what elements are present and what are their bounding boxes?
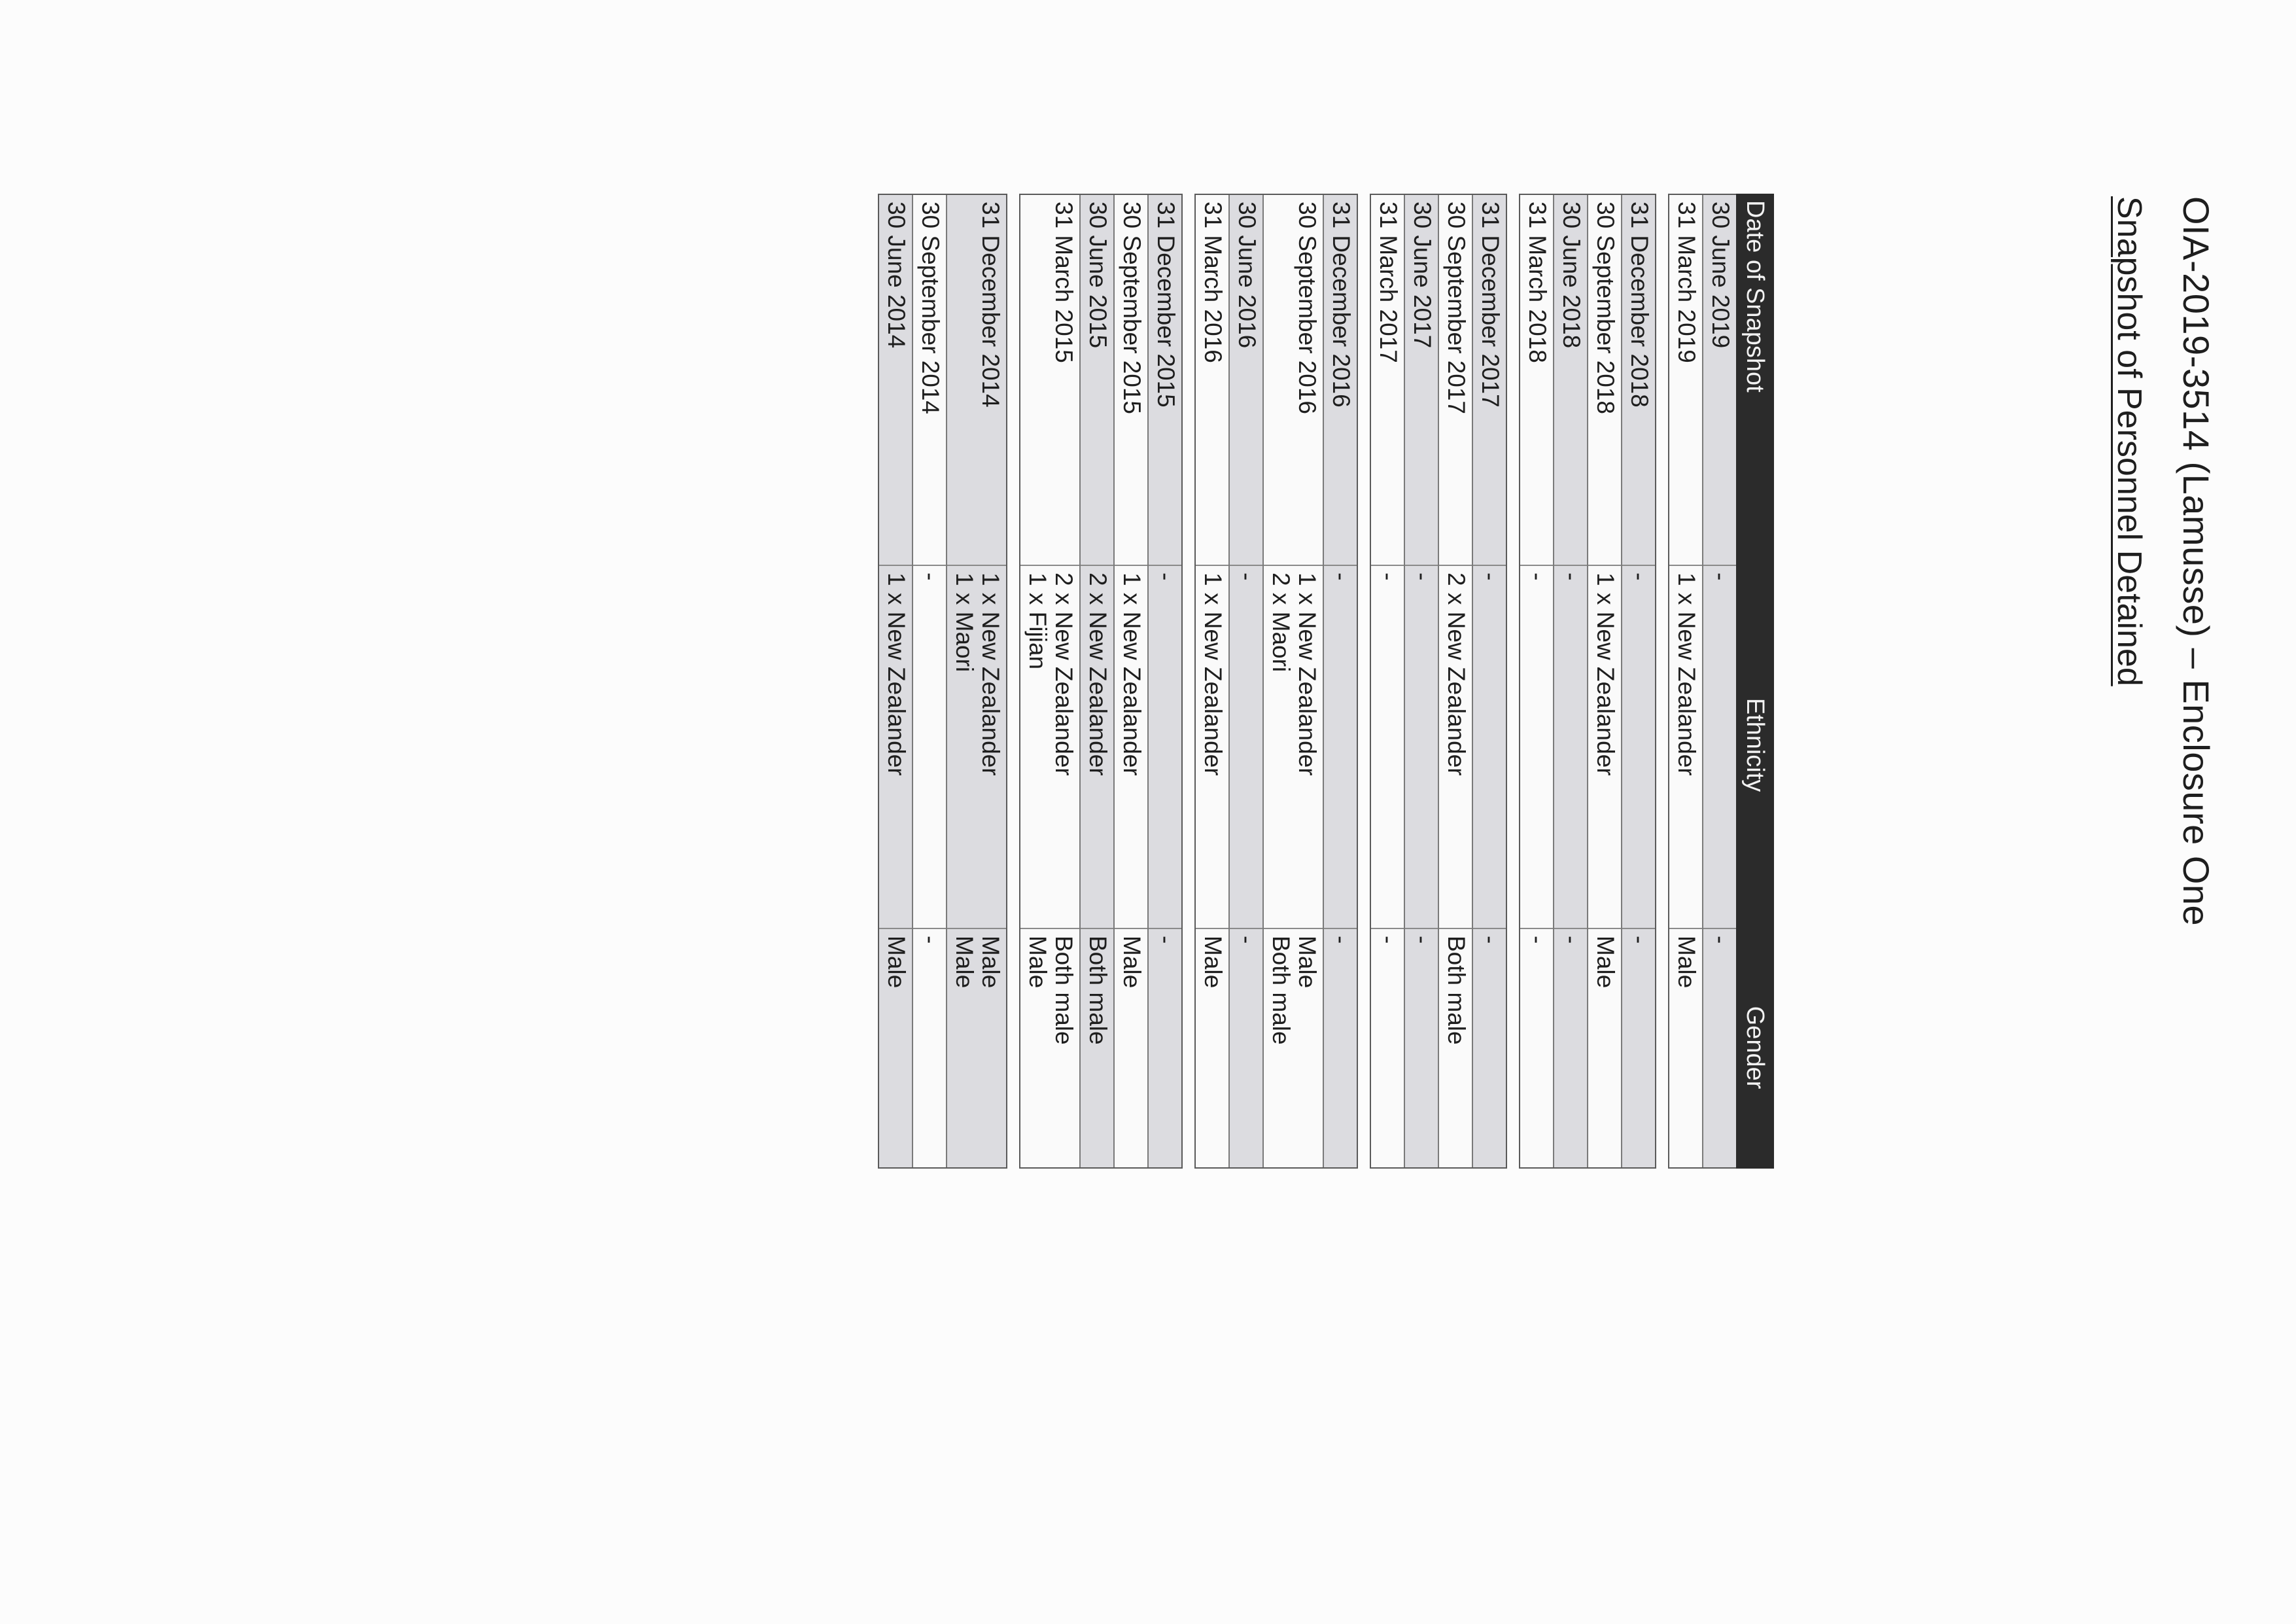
row-group [1519,194,1656,1169]
cell-gender: Male Male [947,928,1006,1170]
table-row [1588,195,1622,1167]
cell-date: 31 December 2014 [977,202,1004,408]
cell-date: 31 December 2016 [1328,202,1355,408]
cell-gender: Male [1588,928,1621,1170]
table-row [1371,195,1405,1167]
table-row [1405,195,1439,1167]
cell-date: 30 June 2016 [1234,202,1261,349]
cell-gender: - [1405,928,1438,1170]
document-title: OIA-2019-3514 (Lamusse) – Enclosure One [2176,196,2217,927]
header-ethnicity: Ethnicity [1741,697,1769,792]
cell-ethnicity: 2 x New Zealander [1081,565,1113,928]
row-group [1668,194,1736,1169]
cell-ethnicity: 1 x New Zealander [1115,565,1147,928]
table-row [1196,195,1230,1167]
header-date: Date of Snapshot [1741,200,1769,393]
row-group [878,194,1007,1169]
cell-ethnicity: - [1371,565,1404,928]
cell-date: 30 September 2018 [1592,202,1619,415]
row-group [1194,194,1358,1169]
cell-date: 31 December 2015 [1153,202,1179,408]
table-row [1554,195,1588,1167]
cell-ethnicity: - [1554,565,1587,928]
table-row [1324,195,1357,1167]
cell-ethnicity: 2 x New Zealander 1 x Fijian [1020,565,1079,928]
personnel-table [866,194,1774,1169]
cell-gender: - [1230,928,1262,1170]
cell-gender: Male [879,928,912,1170]
cell-gender: Both male [1439,928,1472,1170]
table-row [1473,195,1506,1167]
table-body [878,194,1736,1169]
cell-ethnicity: - [1324,565,1357,928]
cell-date: 30 June 2014 [883,202,910,349]
cell-date: 30 September 2015 [1119,202,1145,415]
table-row [1622,195,1655,1167]
cell-gender: Male [1196,928,1228,1170]
cell-date: 31 March 2016 [1200,202,1226,363]
table-row [1669,195,1703,1167]
cell-ethnicity: - [1149,565,1181,928]
cell-ethnicity: - [1405,565,1438,928]
cell-date: 31 December 2017 [1477,202,1504,408]
cell-ethnicity: - [913,565,946,928]
cell-ethnicity: - [1473,565,1506,928]
cell-date: 31 March 2018 [1524,202,1551,363]
cell-gender: Both male [1081,928,1113,1170]
cell-date: 30 June 2019 [1707,202,1734,349]
table-row [1520,195,1554,1167]
cell-date: 30 June 2015 [1085,202,1111,349]
cell-gender: Both male Male [1020,928,1079,1170]
table-row [1081,195,1115,1167]
cell-gender: - [1324,928,1357,1170]
cell-ethnicity: 2 x New Zealander [1439,565,1472,928]
row-group [1370,194,1507,1169]
cell-date: 30 June 2018 [1558,202,1585,349]
cell-date: 30 September 2014 [917,202,944,415]
cell-ethnicity: 1 x New Zealander 1 x Maori [947,565,1006,928]
table-row [1439,195,1473,1167]
cell-gender: - [1703,928,1736,1170]
cell-gender: - [913,928,946,1170]
cell-gender: - [1473,928,1506,1170]
cell-ethnicity: 1 x New Zealander [1588,565,1621,928]
cell-date: 30 September 2016 [1294,202,1321,415]
header-gender: Gender [1741,1006,1769,1089]
cell-gender: - [1554,928,1587,1170]
table-row [1264,195,1324,1167]
cell-gender: - [1149,928,1181,1170]
cell-gender: - [1520,928,1553,1170]
cell-date: 31 March 2015 [1051,202,1077,363]
table-row [1230,195,1264,1167]
table-row [913,195,947,1167]
row-group [1019,194,1183,1169]
table-row [1115,195,1149,1167]
cell-gender: Male Both male [1264,928,1323,1170]
cell-ethnicity: - [1622,565,1655,928]
table-row [1020,195,1081,1167]
cell-ethnicity: 1 x New Zealander [1669,565,1702,928]
cell-ethnicity: - [1703,565,1736,928]
cell-ethnicity: - [1520,565,1553,928]
table-row [1149,195,1181,1167]
cell-ethnicity: 1 x New Zealander [879,565,912,928]
cell-gender: Male [1669,928,1702,1170]
table-row [879,195,913,1167]
document-subtitle: Snapshot of Personnel Detained [2110,196,2148,686]
cell-ethnicity: 1 x New Zealander 2 x Maori [1264,565,1323,928]
cell-ethnicity: - [1230,565,1262,928]
cell-date: 31 March 2017 [1375,202,1402,363]
cell-gender: - [1371,928,1404,1170]
cell-date: 30 September 2017 [1443,202,1470,415]
cell-date: 31 March 2019 [1673,202,1700,363]
cell-date: 30 June 2017 [1409,202,1436,349]
cell-date: 31 December 2018 [1626,202,1653,408]
table-row [947,195,1006,1167]
cell-gender: Male [1115,928,1147,1170]
cell-gender: - [1622,928,1655,1170]
table-header [1736,194,1774,1169]
cell-ethnicity: 1 x New Zealander [1196,565,1228,928]
table-row [1703,195,1736,1167]
